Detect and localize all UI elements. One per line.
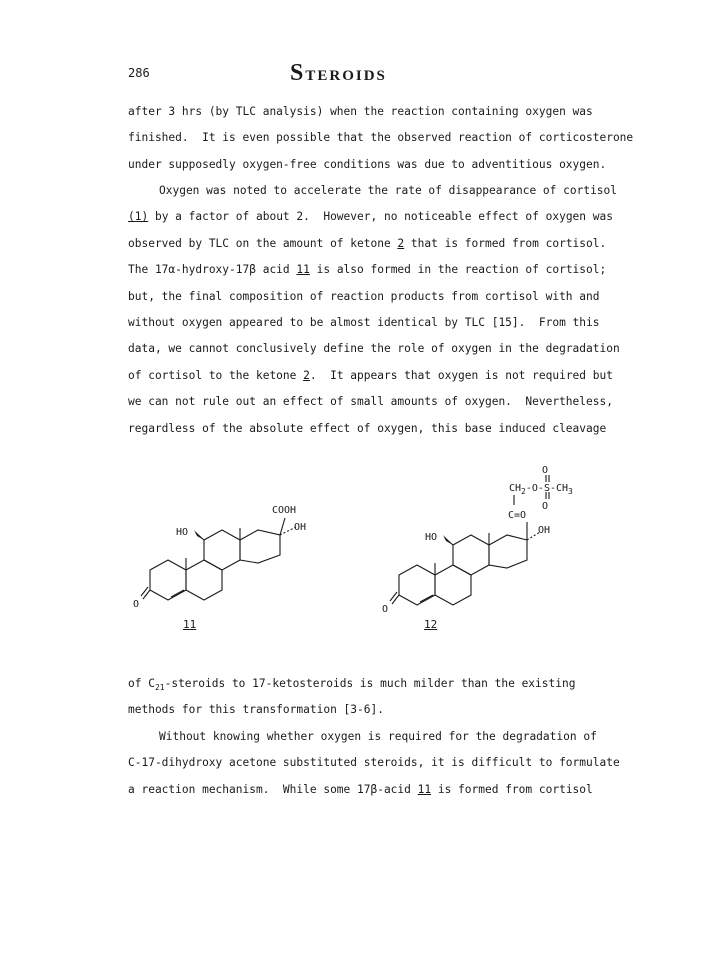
subscript: 21: [154, 683, 165, 692]
text-span: . It appears that oxygen is not required but: [309, 368, 613, 382]
text-span: is also formed in the reaction of cortisol;: [309, 263, 607, 277]
text-span: of cortisol to the ketone: [128, 368, 304, 382]
paragraph-4: [128, 724, 628, 803]
paragraph-3: [128, 671, 628, 724]
running-head-rest: TEROIDS: [305, 68, 387, 84]
compound-ref: 11: [296, 263, 310, 277]
text-line: Without knowing whether oxygen is required for the degradation of: [159, 730, 597, 743]
text-line: methods for this transformation [3-6].: [128, 703, 384, 717]
structure-11-cooh: COOH: [272, 505, 297, 516]
text-line: after 3 hrs (by TLC analysis) when the reaction containing oxygen was: [128, 105, 593, 118]
compound-ref: 2: [303, 368, 310, 382]
running-head-initial: S: [290, 60, 306, 86]
structure-12-ch2: [509, 483, 573, 496]
compound-ref: (1): [128, 210, 149, 224]
structure-11-oh: OH: [294, 522, 307, 533]
structure-12-o-top: O: [542, 465, 549, 476]
text-span: that is formed from cortisol.: [404, 236, 607, 250]
structure-12-o: O: [382, 604, 389, 615]
structure-12-label: 12: [424, 618, 438, 631]
structure-11-label: 11: [183, 618, 197, 631]
text-line: Oxygen was noted to accelerate the rate of disappearance of cortisol: [159, 184, 618, 197]
ch2-text: CH: [509, 483, 522, 494]
structure-12-oh: OH: [538, 525, 551, 536]
text-line: [128, 777, 628, 803]
text-line: we can not rule out an effect of small amounts of oxygen. Nevertheless,: [128, 395, 613, 409]
sulfur-text: S: [543, 483, 550, 494]
text-line: regardless of the absolute effect of oxygen, this base induced cleavage: [128, 421, 607, 435]
ch2-subscript: 2: [521, 487, 526, 496]
text-line: C-17-dihydroxy acetone substituted steroids, it is difficult to formulate: [128, 756, 620, 770]
text-span: is formed from cortisol: [431, 782, 593, 796]
text-line: [128, 671, 628, 697]
ch3-subscript: 3: [568, 487, 573, 496]
structure-12-ho: HO: [425, 532, 438, 543]
text-span: by a factor of about 2. However, no noticeable effect of oxygen was: [148, 210, 613, 224]
text-line: but, the final composition of reaction products from cortisol with and: [128, 289, 600, 303]
page-number: 286: [128, 66, 150, 80]
text-span: a reaction mechanism. While some 17β-acid: [128, 782, 418, 796]
wedge-bond: [443, 535, 453, 545]
structure-12-co: C=O: [508, 510, 527, 521]
ch3-text: -CH: [549, 483, 569, 494]
compound-ref: 2: [397, 236, 405, 250]
structure-12-o-bottom: O: [542, 501, 549, 512]
text-line: data, we cannot conclusively define the role of oxygen in the degradation: [128, 342, 620, 356]
text-span: The 17α-hydroxy-17β acid: [128, 263, 297, 277]
structure-11-skeleton: [141, 518, 296, 600]
text-line: finished. It is even possible that the observed reaction of corticosterone: [128, 131, 634, 145]
text-line: without oxygen appeared to be almost identical by TLC [15]. From this: [128, 315, 600, 329]
text-span: of C: [128, 677, 155, 690]
link-text: -O-: [525, 483, 544, 494]
text-span: -steroids to 17-ketosteroids is much milder than the existing: [164, 677, 576, 690]
text-line: under supposedly oxygen-free conditions was due to adventitious oxygen.: [128, 157, 607, 171]
compound-ref: 11: [417, 782, 432, 796]
text-span: observed by TLC on the amount of ketone: [128, 236, 398, 250]
structure-11-ho: HO: [176, 527, 189, 538]
structure-11-o: O: [133, 599, 140, 610]
wedge-bond: [194, 530, 204, 540]
